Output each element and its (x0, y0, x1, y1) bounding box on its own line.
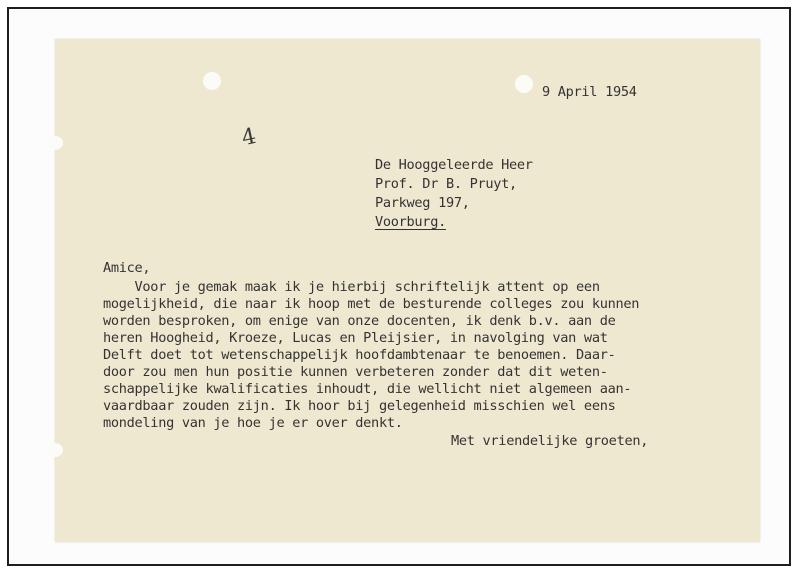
body-line: Voor je gemak maak ik je hierbij schriftelijk attent op een (103, 279, 600, 295)
closing: Met vriendelijke groeten, (451, 433, 649, 449)
body-line: schappelijke kwalificaties inhoudt, die wellicht niet algemeen aan- (103, 381, 632, 397)
recipient-line-3: Parkweg 197, (375, 195, 470, 211)
body-line: Delft doet tot wetenschappelijk hoofdambtenaar te benoemen. Daar- (103, 347, 616, 363)
body-line: mondeling van je hoe je er over denkt. (103, 415, 403, 431)
salutation: Amice, (103, 260, 151, 276)
body-line: door zou men hun positie kunnen verbeteren zonder dat dit weten- (103, 364, 608, 380)
punch-hole-left (203, 72, 221, 90)
body-line: mogelijkheid, die naar ik hoop met de besturende colleges zou kunnen (103, 296, 640, 312)
body-line: heren Hoogheid, Kroeze, Lucas en Pleijsier, in navolging van wat (103, 330, 608, 346)
edge-notch-top (47, 136, 63, 150)
recipient-line-1: De Hooggeleerde Heer (375, 157, 533, 173)
letter-date: 9 April 1954 (542, 84, 637, 100)
handwritten-mark: 4 (239, 123, 259, 152)
scan-frame (7, 7, 791, 566)
letter-sheet (55, 39, 760, 542)
recipient-line-2: Prof. Dr B. Pruyt, (375, 176, 517, 192)
body-line: vaardbaar zouden zijn. Ik hoor bij gelegenheid misschien wel eens (103, 398, 616, 414)
recipient-line-4: Voorburg. (375, 214, 446, 230)
edge-notch-bottom (47, 443, 63, 457)
punch-hole-right (515, 75, 533, 93)
body-line: worden besproken, om enige van onze docenten, ik denk b.v. aan de (103, 313, 616, 329)
